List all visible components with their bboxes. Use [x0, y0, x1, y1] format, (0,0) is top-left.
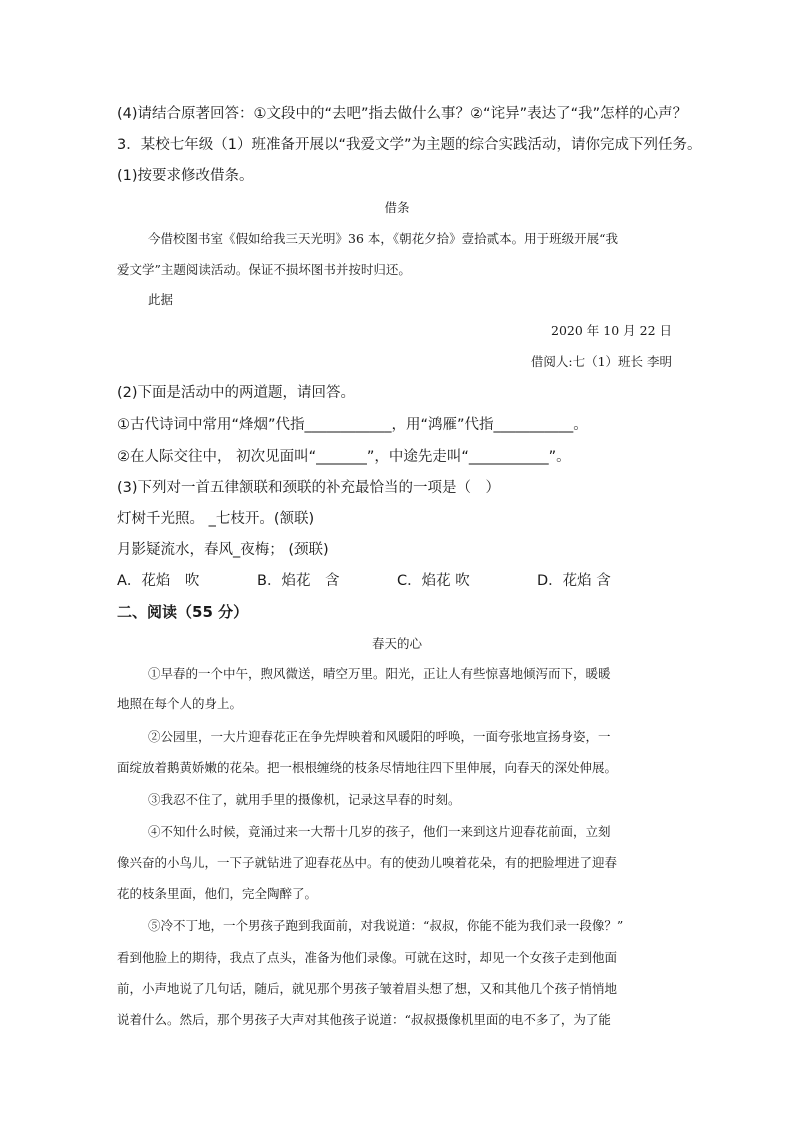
question-3-3: (3)下列对一首五律颔联和颈联的补充最恰当的一项是（ ）: [117, 480, 501, 496]
question-3-1: (1)按要求修改借条。: [117, 168, 254, 184]
article-p5-line-3: 前，小声地说了几句话，随后，就见那个男孩子皱着眉头想了想，又和其他几个孩子悄悄地: [117, 981, 618, 996]
article-p5-line-2: 看到他脸上的期待，我点了点头，准备为他们录像。可就在这时，却见一个女孩子走到他面: [117, 950, 618, 965]
article-p5-line-4: 说着什么。然后，那个男孩子大声对其他孩子说道：“叔叔摄像机里面的电不多了，为了能: [117, 1012, 611, 1027]
article-p2-line-1: ②公园里，一大片迎春花正在争先焊映着和风暖阳的呼唤，一面夸张地宣扬身姿，一: [148, 729, 611, 744]
option-c: C．焰花 吹: [397, 573, 470, 589]
note-cishu: 此据: [148, 292, 174, 307]
option-b: B．焰花 含: [257, 573, 340, 589]
question-3-2-b: ②在人际交往中， 初次见面叫“_______”，中途先走叫“___________”。: [117, 449, 571, 465]
question-3-2-a: ①古代诗词中常用“烽烟”代指____________，用“鸿雁”代指___________。: [117, 417, 588, 433]
option-a: A．花焰 吹: [117, 573, 200, 589]
article-p2-line-2: 面绽放着鹅黄娇嫩的花朵。把一根根缠绕的枝条尽情地往四下里伸展，向春天的深处伸展。: [117, 760, 618, 775]
question-3-intro: 3．某校七年级（1）班准备开展以“我爱文学”为主题的综合实践活动，请你完成下列任务。: [117, 137, 702, 153]
note-borrower: 借阅人:七（1）班长 李明: [530, 354, 672, 369]
question-4: (4)请结合原著回答：①文段中的“去吧”指去做什么事？②“诧异”表达了“我”怎样的心声？: [117, 106, 688, 122]
poem-line-1: 灯树千光照。 _七枝开。(颔联): [117, 511, 315, 527]
article-p1-line-2: 地照在每个人的身上。: [117, 696, 243, 711]
article-p4-line-1: ④不知什么时候，竟涌过来一大帮十几岁的孩子，他们一来到这片迎春花前面，立刻: [148, 824, 611, 839]
section-2-heading: 二、阅读（55 分）: [117, 603, 249, 621]
note-date: 2020 年 10 月 22 日: [551, 323, 672, 338]
article-p4-line-2: 像兴奋的小鸟儿，一下子就钻进了迎春花丛中。有的使劲儿嗅着花朵，有的把脸埋进了迎春: [117, 855, 618, 870]
question-3-2: (2)下面是活动中的两道题，请回答。: [117, 385, 356, 401]
option-d: D．花焰 含: [537, 573, 611, 589]
article-p5-line-1: ⑤冷不丁地，一个男孩子跑到我面前，对我说道：“叔叔，你能不能为我们录一段像？”: [148, 918, 624, 933]
article-p1-line-1: ①早春的一个中午，煦风微送，晴空万里。阳光，正让人有些惊喜地倾泻而下，暖暖: [148, 666, 611, 681]
article-p4-line-3: 花的枝条里面，他们，完全陶醉了。: [117, 886, 318, 901]
article-title: 春天的心: [371, 636, 422, 651]
answer-options: [117, 571, 611, 591]
note-body-line-1: 今借校图书室《假如给我三天光明》36 本，《朝花夕拾》壹拾贰本。用于班级开展“我: [148, 231, 619, 246]
poem-line-2: 月影疑流水，春风_夜梅； (颈联): [117, 542, 329, 558]
note-body-line-2: 爱文学”主题阅读活动。保证不损坏图书并按时归还。: [117, 262, 411, 277]
article-p3-line-1: ③我忍不住了，就用手里的摄像机，记录这早春的时刻。: [148, 792, 461, 807]
note-title: 借条: [384, 200, 410, 215]
